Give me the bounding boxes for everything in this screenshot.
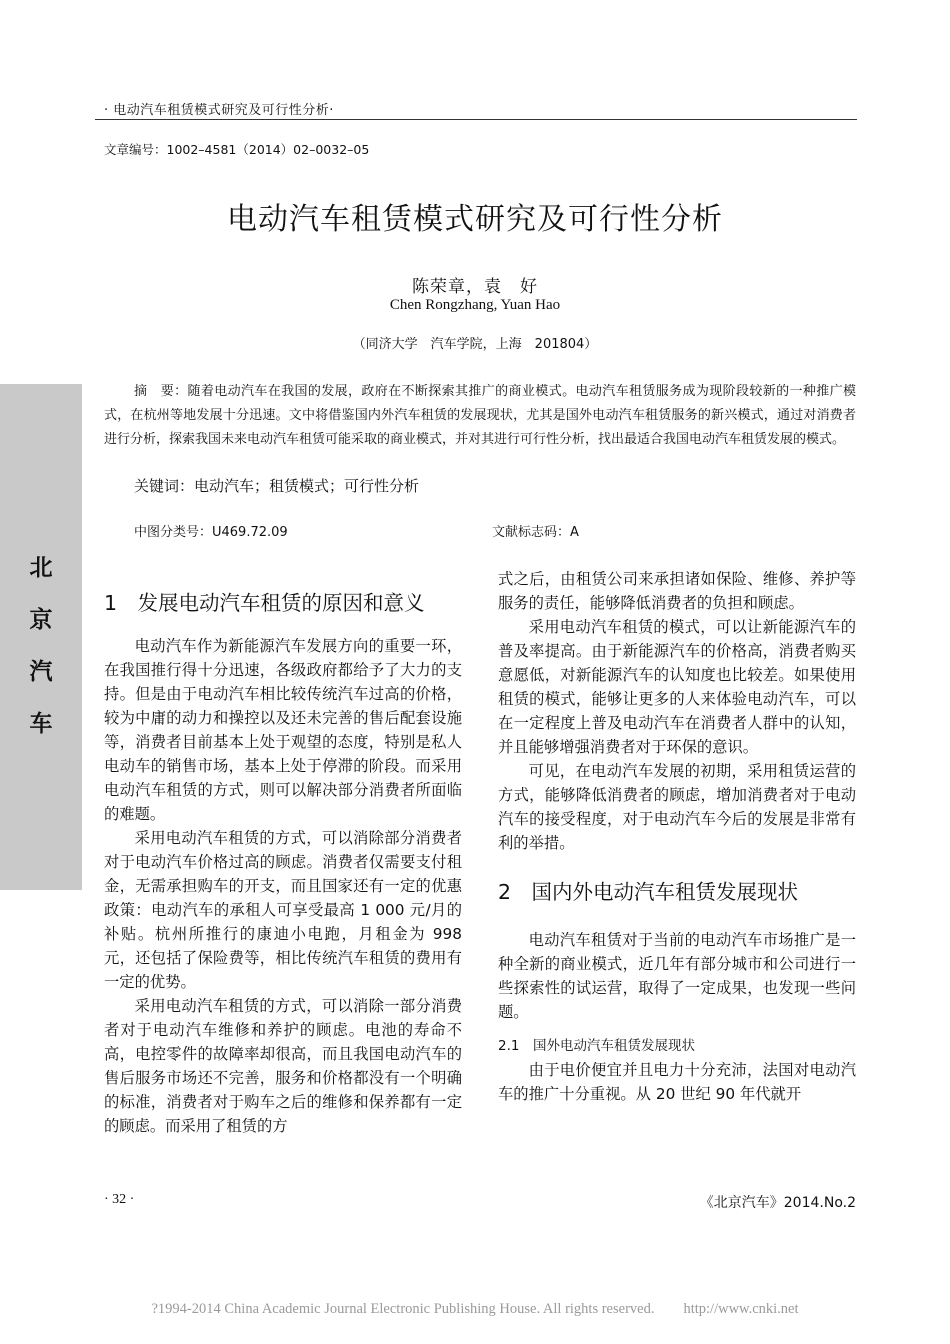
paragraph: 由于电价便宜并且电力十分充沛，法国对电动汽车的推广十分重视。从 20 世纪 90 年代就开: [498, 1061, 856, 1103]
side-label-char: 汽: [29, 659, 53, 685]
paragraph: 电动汽车租赁对于当前的电动汽车市场推广是一种全新的商业模式，近几年有部分城市和公司进行一些探索性的试运营，取得了一定成果，也发现一些问题。: [498, 931, 856, 1021]
classification-number: 中图分类号：U469.72.09: [134, 525, 288, 540]
side-label-char: 北: [29, 555, 53, 581]
document-code: 文献标志码：A: [492, 525, 579, 540]
header-rule: [95, 119, 857, 120]
abstract-text: 随着电动汽车在我国的发展，政府在不断探索其推广的商业模式。电动汽车租赁服务成为现阶段较新的一种推广模式，在杭州等地发展十分迅速。文中将借鉴国内外汽车租赁的发展现状，尤其是国外电动汽车租赁服务的新兴模式，通过对消费者进行分析，探索我国未来电动汽车租赁可能采取的商业模式，并对其进行可行性分析，找出最适合我国电动汽车租赁发展的模式。: [104, 384, 856, 447]
section-2-heading: 2 国内外电动汽车租赁发展现状: [498, 880, 799, 904]
paper-title: 电动汽车租赁模式研究及可行性分析: [227, 202, 723, 237]
abstract-label: 摘 要：: [134, 384, 188, 399]
abstract: [104, 380, 856, 452]
subsection-2-1-heading: 2.1 国外电动汽车租赁发展现状: [498, 1038, 695, 1054]
authors-english: Chen Rongzhang, Yuan Hao: [389, 297, 561, 313]
copyright-notice: ?1994-2014 China Academic Journal Electronic Publishing House. All rights reserved. http://www.cnki.net: [151, 1301, 799, 1317]
affiliation: （同济大学 汽车学院，上海 201804）: [352, 337, 598, 352]
paragraph-continued: 式之后，由租赁公司来承担诸如保险、维修、养护等服务的责任，能够降低消费者的负担和顾虑。: [498, 570, 856, 612]
article-number: 文章编号：1002–4581（2014）02–0032–05: [104, 142, 370, 157]
side-label-char: 车: [29, 711, 53, 737]
page-number: · 32 ·: [104, 1192, 135, 1207]
paragraph: 可见，在电动汽车发展的初期，采用租赁运营的方式，能够降低消费者的顾虑，增加消费者对于电动汽车的接受程度，对于电动汽车今后的发展是非常有利的举措。: [498, 762, 856, 852]
journal-side-band: [0, 384, 82, 890]
journal-issue: 《北京汽车》2014.No.2: [699, 1195, 856, 1211]
keywords: 关键词：电动汽车；租赁模式；可行性分析: [134, 477, 420, 495]
running-header: · 电动汽车租赁模式研究及可行性分析·: [104, 103, 334, 118]
paragraph: 采用电动汽车租赁的方式，可以消除部分消费者对于电动汽车价格过高的顾虑。消费者仅需要支付租金，无需承担购车的开支，而且国家还有一定的优惠政策：电动汽车的承租人可享受最高 1 000 元/月的补贴。杭州所推行的康迪小电跑，月租金为 998 元，还包括了保险费等，相比传统汽车租赁的费用有一定的优势。: [104, 829, 462, 991]
authors-chinese: 陈荣章，袁 好: [412, 277, 538, 297]
paragraph: 电动汽车作为新能源汽车发展方向的重要一环，在我国推行得十分迅速，各级政府都给予了大力的支持。但是由于电动汽车相比较传统汽车过高的价格，较为中庸的动力和操控以及还未完善的售后配套设施等，消费者目前基本上处于观望的态度，特别是私人电动车的销售市场，基本上处于停滞的阶段。而采用电动汽车租赁的方式，则可以解决部分消费者所面临的难题。: [104, 637, 462, 823]
section-1-heading: 1 发展电动汽车租赁的原因和意义: [104, 591, 425, 615]
paragraph: 采用电动汽车租赁的模式，可以让新能源汽车的普及率提高。由于新能源汽车的价格高，消费者购买意愿低，对新能源汽车的认知度也比较差。如果使用租赁的模式，能够让更多的人来体验电动汽车，可以在一定程度上普及电动汽车在消费者人群中的认知，并且能够增强消费者对于环保的意识。: [498, 618, 856, 756]
paragraph: 采用电动汽车租赁的方式，可以消除一部分消费者对于电动汽车维修和养护的顾虑。电池的寿命不高，电控零件的故障率却很高，而且我国电动汽车的售后服务市场还不完善，服务和价格都没有一个明确的标准，消费者对于购车之后的维修和保养都有一定的顾虑。而采用了租赁的方: [104, 997, 462, 1135]
right-column: [498, 567, 856, 1106]
side-label-char: 京: [29, 607, 53, 633]
left-column: [104, 591, 462, 1138]
